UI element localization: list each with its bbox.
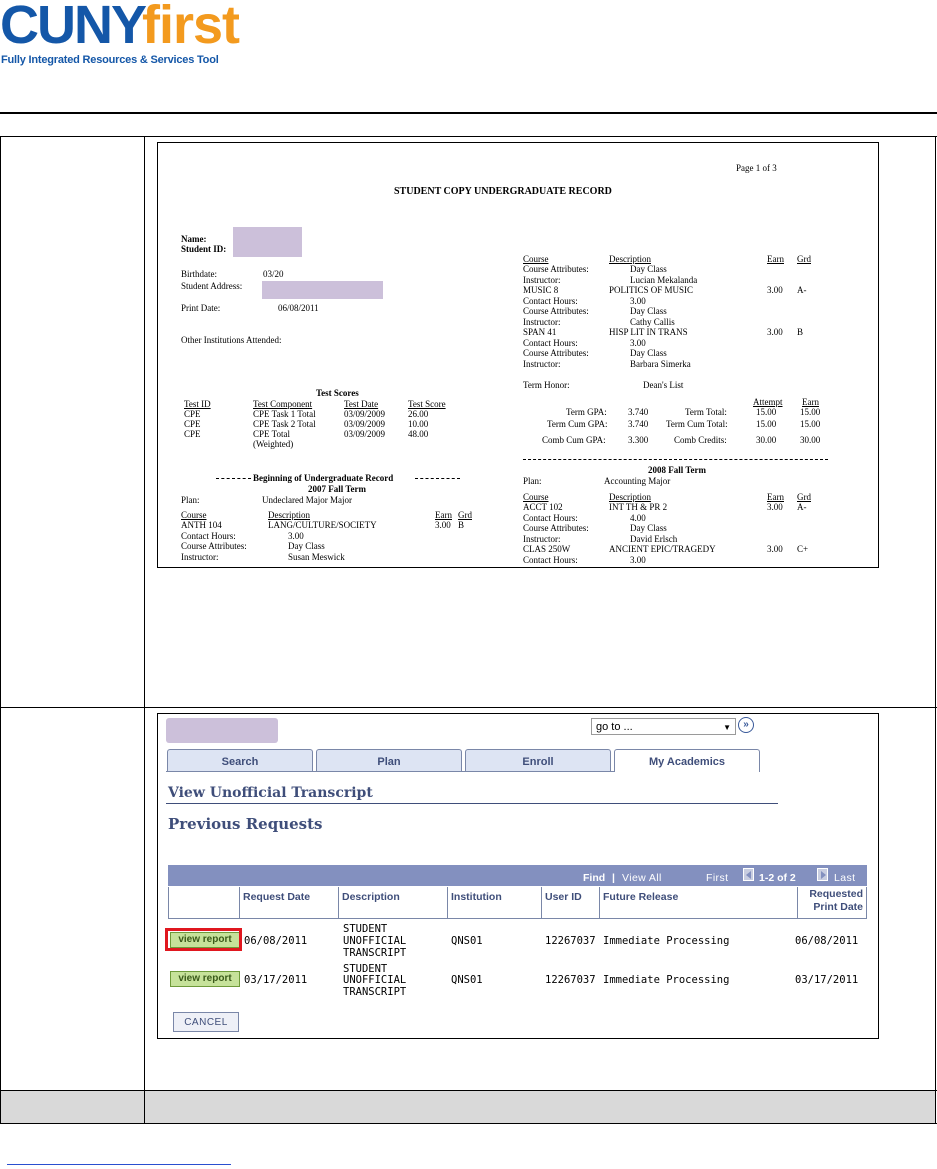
- instructor: Lucian Mekalanda: [630, 275, 698, 285]
- description-line: TRANSCRIPT: [343, 986, 407, 998]
- title-underline: [166, 803, 778, 804]
- term-cum-attempt: 15.00: [756, 419, 777, 429]
- comb-earn: 30.00: [800, 435, 821, 445]
- instructor-label: Instructor:: [523, 359, 561, 369]
- test-hdr-score: Test Score: [408, 399, 446, 409]
- instructor-label: Instructor:: [523, 317, 561, 327]
- user-id: 12267037: [545, 974, 596, 986]
- contact-hours-label: Contact Hours:: [181, 531, 236, 541]
- section-title: Previous Requests: [168, 815, 323, 833]
- user-id: 12267037: [545, 935, 596, 947]
- future-release: Immediate Processing: [603, 935, 730, 947]
- comb-attempt: 30.00: [756, 435, 777, 445]
- course-earn: 3.00: [435, 520, 451, 530]
- plan-2007: Undeclared Major Major: [262, 495, 352, 505]
- redacted-name: [233, 227, 302, 257]
- contact-hours: 3.00: [630, 296, 646, 306]
- table-border-left: [0, 136, 1, 1124]
- course-attr-label: Course Attributes:: [523, 264, 589, 274]
- term-cum-gpa-label: Term Cum GPA:: [547, 419, 608, 429]
- logo-tagline: Fully Integrated Resources & Services Tool: [1, 54, 219, 66]
- view-all-link[interactable]: View All: [622, 872, 662, 884]
- test-cell: CPE: [184, 429, 201, 439]
- course-desc: ANCIENT EPIC/TRAGEDY: [609, 544, 716, 554]
- course-attr: Day Class: [630, 348, 667, 358]
- prev-arrow-icon[interactable]: [743, 868, 754, 881]
- footer-link-underline[interactable]: [7, 1164, 231, 1165]
- term-gpa-label: Term GPA:: [566, 407, 607, 417]
- course-hdr: Course: [523, 492, 549, 502]
- earn-hdr: Earn: [767, 492, 784, 502]
- instructor-label: Instructor:: [181, 552, 219, 562]
- course-attr-label: Course Attributes:: [523, 523, 589, 533]
- table-border-bottom: [0, 1123, 937, 1124]
- table-col-divider: [144, 136, 145, 1124]
- highlight-box: [165, 928, 242, 951]
- term-cum-total-label: Term Cum Total:: [666, 419, 728, 429]
- course-code: CLAS 250W: [523, 544, 571, 554]
- test-cell: 03/09/2009: [344, 419, 386, 429]
- course-desc: LANG/CULTURE/SOCIETY: [268, 520, 377, 530]
- test-cell: 48.00: [408, 429, 429, 439]
- print-date: 06/08/2011: [795, 935, 859, 947]
- term-total-attempt: 15.00: [756, 407, 777, 417]
- student-id-label: Student ID:: [181, 244, 227, 254]
- tab-plan[interactable]: Plan: [316, 749, 462, 771]
- description-line: TRANSCRIPT: [343, 947, 407, 959]
- instructor: Cathy Callis: [630, 317, 675, 327]
- course-earn: 3.00: [767, 544, 783, 554]
- contact-hours-label: Contact Hours:: [523, 296, 578, 306]
- course-desc: HISP LIT IN TRANS: [609, 327, 688, 337]
- course-attr-label: Course Attributes:: [181, 541, 247, 551]
- col-institution[interactable]: Institution: [448, 887, 542, 919]
- request-date: 03/17/2011: [244, 974, 308, 986]
- find-link[interactable]: Find: [583, 872, 606, 884]
- grid-navigation-bar: [168, 865, 867, 886]
- redacted-address: [262, 281, 383, 299]
- name-label: Name:: [181, 234, 207, 244]
- birthdate-value: 03/20: [263, 269, 284, 279]
- institution: QNS01: [451, 974, 483, 986]
- description-line: STUDENT: [343, 963, 388, 975]
- course-desc: INT TH & PR 2: [609, 502, 668, 512]
- grd-hdr: Grd: [458, 510, 472, 520]
- goto-value: go to ...: [596, 721, 633, 733]
- contact-hours: 3.00: [288, 531, 304, 541]
- course-attr: Day Class: [630, 523, 667, 533]
- term-total-earn: 15.00: [800, 407, 821, 417]
- tab-enroll[interactable]: Enroll: [465, 749, 611, 771]
- grd-hdr: Grd: [797, 254, 811, 264]
- description-line: STUDENT: [343, 923, 388, 935]
- test-scores-title: Test Scores: [316, 388, 359, 398]
- plan-2008: Accounting Major: [604, 476, 671, 486]
- print-date-value: 06/08/2011: [278, 303, 319, 313]
- course-grade: C+: [797, 544, 809, 554]
- course-attr: Day Class: [288, 541, 325, 551]
- chevron-down-icon: ▼: [723, 723, 731, 732]
- institution: QNS01: [451, 935, 483, 947]
- page-number: Page 1 of 3: [736, 163, 777, 173]
- birthdate-label: Birthdate:: [181, 269, 217, 279]
- course-hdr: Course: [523, 254, 549, 264]
- transcript-title: STUDENT COPY UNDERGRADUATE RECORD: [394, 186, 612, 197]
- desc-hdr: Description: [609, 254, 651, 264]
- instructor-label: Instructor:: [523, 534, 561, 544]
- attempt-hdr: Attempt: [753, 397, 783, 407]
- course-attr: Day Class: [630, 306, 667, 316]
- comb-cum-gpa-label: Comb Cum GPA:: [542, 435, 606, 445]
- redacted-student-name: [166, 718, 278, 743]
- plan-label: Plan:: [181, 495, 200, 505]
- col-future-release[interactable]: Future Release: [600, 887, 798, 919]
- test-hdr-component: Test Component: [253, 399, 313, 409]
- cancel-button[interactable]: CANCEL: [173, 1012, 239, 1032]
- goto-arrow-icon[interactable]: »: [738, 717, 754, 733]
- table-footer-row: [1, 1091, 935, 1123]
- course-grade: B: [797, 327, 804, 337]
- dash-left: [216, 478, 251, 479]
- instructor-label: Instructor:: [523, 275, 561, 285]
- test-hdr-date: Test Date: [344, 399, 379, 409]
- col-requested-print-date[interactable]: Requested Print Date: [798, 887, 867, 919]
- course-hdr: Course: [181, 510, 207, 520]
- comb-cum-gpa: 3.300: [628, 435, 649, 445]
- contact-hours: 3.00: [630, 338, 646, 348]
- earn-hdr: Earn: [802, 397, 819, 407]
- course-earn: 3.00: [767, 502, 783, 512]
- table-border-lower: [0, 1090, 937, 1091]
- cunyfirst-logo: [0, 0, 240, 75]
- future-release: Immediate Processing: [603, 974, 730, 986]
- view-transcript-screen: [157, 713, 879, 1039]
- course-desc: POLITICS OF MUSIC: [609, 285, 694, 295]
- table-border-right: [935, 136, 936, 1124]
- term-2008: 2008 Fall Term: [648, 465, 706, 475]
- table-border-top: [0, 136, 937, 137]
- term-cum-gpa: 3.740: [628, 419, 649, 429]
- test-cell: CPE Total: [253, 429, 290, 439]
- goto-dropdown[interactable]: [591, 718, 736, 735]
- other-institutions: Other Institutions Attended:: [181, 335, 282, 345]
- contact-hours: 3.00: [630, 555, 646, 565]
- col-action: [168, 887, 240, 919]
- test-cell: CPE: [184, 419, 201, 429]
- contact-hours-label: Contact Hours:: [523, 555, 578, 565]
- test-hdr-id: Test ID: [184, 399, 211, 409]
- course-attr-label: Course Attributes:: [523, 348, 589, 358]
- tab-my-academics[interactable]: My Academics: [614, 749, 760, 772]
- test-cell: CPE: [184, 409, 201, 419]
- contact-hours: 4.00: [630, 513, 646, 523]
- course-earn: 3.00: [767, 285, 783, 295]
- contact-hours-label: Contact Hours:: [523, 513, 578, 523]
- print-date: 03/17/2011: [795, 974, 859, 986]
- last-link[interactable]: Last: [834, 872, 856, 884]
- course-grade: A-: [797, 285, 807, 295]
- description-line: UNOFFICIAL: [343, 935, 407, 947]
- term-gpa: 3.740: [628, 407, 649, 417]
- begin-record: Beginning of Undergraduate Record: [253, 473, 394, 483]
- comb-credits-label: Comb Credits:: [674, 435, 727, 445]
- term-total-label: Term Total:: [685, 407, 727, 417]
- earn-hdr: Earn: [435, 510, 452, 520]
- course-attr-label: Course Attributes:: [523, 306, 589, 316]
- first-link[interactable]: First: [706, 872, 729, 884]
- test-cell: CPE Task 1 Total: [253, 409, 316, 419]
- view-report-button[interactable]: view report: [170, 971, 240, 987]
- desc-hdr: Description: [609, 492, 651, 502]
- instructor: Barbara Simerka: [630, 359, 691, 369]
- print-date-label: Print Date:: [181, 303, 221, 313]
- test-cell: 26.00: [408, 409, 429, 419]
- description-line: UNOFFICIAL: [343, 974, 407, 986]
- nav-separator: |: [612, 872, 615, 884]
- term-honor-label: Term Honor:: [523, 380, 570, 390]
- tab-search[interactable]: Search: [167, 749, 313, 771]
- course-grade: B: [458, 520, 465, 530]
- col-request-date[interactable]: Request Date: [240, 887, 339, 919]
- term-honor: Dean's List: [643, 380, 684, 390]
- address-label: Student Address:: [181, 281, 243, 291]
- col-user-id[interactable]: User ID: [542, 887, 600, 919]
- test-cell: 10.00: [408, 419, 429, 429]
- row-range: 1-2 of 2: [759, 872, 796, 884]
- course-code: ANTH 104: [181, 520, 222, 530]
- course-attr: Day Class: [630, 264, 667, 274]
- term-2007: 2007 Fall Term: [308, 484, 366, 494]
- logo-cuny: CUNY: [0, 0, 146, 55]
- earn-hdr: Earn: [767, 254, 784, 264]
- desc-hdr: Description: [268, 510, 310, 520]
- next-arrow-icon[interactable]: [817, 868, 828, 881]
- instructor: Susan Meswick: [288, 552, 345, 562]
- request-date: 06/08/2011: [244, 935, 308, 947]
- course-earn: 3.00: [767, 327, 783, 337]
- grd-hdr: Grd: [797, 492, 811, 502]
- transcript-document: [157, 142, 879, 568]
- page-title: View Unofficial Transcript: [168, 785, 373, 801]
- header-divider: [0, 112, 937, 114]
- view-report-button[interactable]: view report: [170, 932, 240, 948]
- term-cum-earn: 15.00: [800, 419, 821, 429]
- contact-hours-label: Contact Hours:: [523, 338, 578, 348]
- test-weighted: (Weighted): [253, 439, 294, 449]
- dash-right: [415, 478, 460, 479]
- plan-label: Plan:: [523, 476, 542, 486]
- test-cell: 03/09/2009: [344, 409, 386, 419]
- course-code: SPAN 41: [523, 327, 557, 337]
- logo-first: first: [142, 0, 240, 55]
- term-divider: [523, 459, 828, 460]
- course-grade: A-: [797, 502, 807, 512]
- instructor: David Erlsch: [630, 534, 678, 544]
- test-cell: 03/09/2009: [344, 429, 386, 439]
- col-description[interactable]: Description: [339, 887, 448, 919]
- course-code: MUSIC 8: [523, 285, 559, 295]
- course-code: ACCT 102: [523, 502, 563, 512]
- table-border-mid: [0, 707, 937, 708]
- test-cell: CPE Task 2 Total: [253, 419, 316, 429]
